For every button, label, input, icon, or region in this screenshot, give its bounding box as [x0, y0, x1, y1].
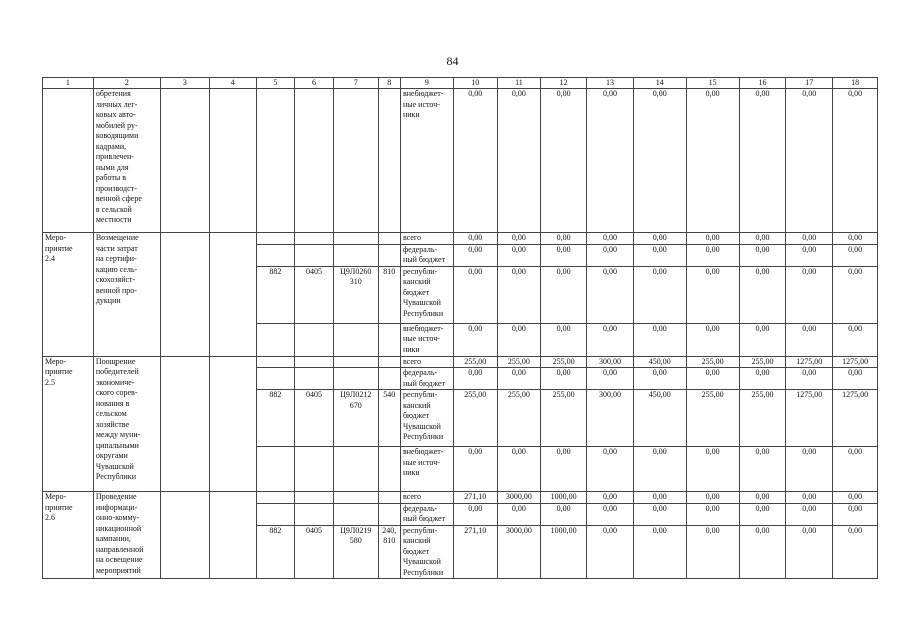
measure-label: Меро- приятие 2.6: [43, 492, 94, 579]
empty-cell: [378, 244, 400, 266]
funding-source: республи- канский бюджет Чувашской Республики: [400, 390, 453, 447]
table-row: [43, 492, 878, 504]
amount-value: 0,00: [633, 323, 686, 356]
funding-source: республи- канский бюджет Чувашской Республики: [400, 266, 453, 323]
amount-value: 255,00: [739, 356, 786, 368]
funding-source: федераль- ный бюджет: [400, 368, 453, 390]
amount-value: 0,00: [739, 525, 786, 579]
amount-value: 0,00: [833, 525, 878, 579]
amount-value: 0,00: [497, 447, 541, 492]
amount-value: 255,00: [453, 390, 497, 447]
amount-value: 0,00: [633, 525, 686, 579]
amount-value: 0,00: [497, 89, 541, 233]
empty-cell: [256, 503, 295, 525]
amount-value: 300,00: [587, 390, 634, 447]
empty-cell: [256, 492, 295, 504]
empty-cell: [256, 244, 295, 266]
amount-value: 0,00: [686, 266, 739, 323]
amount-value: 0,00: [633, 233, 686, 245]
amount-value: 0,00: [587, 503, 634, 525]
table-row: [43, 89, 878, 233]
measure-name: Возмещение части затрат на сертифи- кацию сель- скохозяйст- венной про- дукции: [93, 233, 160, 357]
amount-value: 0,00: [541, 266, 587, 323]
funding-source: республи- канский бюджет Чувашской Республики: [400, 525, 453, 579]
page-number: 84: [446, 54, 459, 68]
amount-value: 0,00: [786, 503, 833, 525]
amount-value: 255,00: [739, 390, 786, 447]
amount-value: 0,00: [453, 89, 497, 233]
measure-name: Проведение информаци- онно-комму- никационной кампании, направленной на освещение мероприятий: [93, 492, 160, 579]
amount-value: 255,00: [686, 356, 739, 368]
empty-cell: [333, 492, 378, 504]
amount-value: 0,00: [633, 89, 686, 233]
empty-cell: [295, 244, 334, 266]
amount-value: 0,00: [497, 323, 541, 356]
amount-value: 0,00: [786, 89, 833, 233]
column-number: 18: [833, 78, 878, 89]
amount-value: 0,00: [633, 244, 686, 266]
measure-name: обретения личных лег- ковых авто- мобилей ру- ководящими кадрами, привлечен- ными для работы в производст- венной сфере в сельской местности: [93, 89, 160, 233]
empty-cell: [378, 492, 400, 504]
section-code: 0405: [295, 390, 334, 447]
empty-cell: [256, 233, 295, 245]
column-number: 16: [739, 78, 786, 89]
empty-cell: [378, 447, 400, 492]
amount-value: 0,00: [786, 368, 833, 390]
table-row: [43, 233, 878, 245]
amount-value: 255,00: [497, 356, 541, 368]
amount-value: 0,00: [833, 368, 878, 390]
amount-value: 450,00: [633, 390, 686, 447]
column-number: 5: [256, 78, 295, 89]
amount-value: 0,00: [453, 447, 497, 492]
amount-value: 1275,00: [833, 356, 878, 368]
empty-cell: [378, 89, 400, 233]
amount-value: 0,00: [833, 447, 878, 492]
funding-source: внебюджет- ные источ- ники: [400, 89, 453, 233]
funding-source: всего: [400, 356, 453, 368]
empty-cell: [160, 89, 209, 233]
amount-value: 255,00: [497, 390, 541, 447]
amount-value: 0,00: [739, 503, 786, 525]
amount-value: 0,00: [786, 233, 833, 245]
amount-value: 0,00: [739, 89, 786, 233]
empty-cell: [333, 356, 378, 368]
amount-value: 0,00: [497, 244, 541, 266]
expense-type-code: 240, 810: [378, 525, 400, 579]
column-number: 17: [786, 78, 833, 89]
amount-value: 255,00: [453, 356, 497, 368]
column-number: 15: [686, 78, 739, 89]
amount-value: 1275,00: [833, 390, 878, 447]
amount-value: 255,00: [686, 390, 739, 447]
column-number: 6: [295, 78, 334, 89]
table-row: [43, 356, 878, 368]
amount-value: 0,00: [686, 244, 739, 266]
amount-value: 0,00: [587, 447, 634, 492]
amount-value: 0,00: [541, 89, 587, 233]
amount-value: 0,00: [497, 368, 541, 390]
amount-value: 0,00: [497, 266, 541, 323]
amount-value: 0,00: [633, 266, 686, 323]
amount-value: 0,00: [686, 233, 739, 245]
amount-value: 0,00: [739, 244, 786, 266]
amount-value: 450,00: [633, 356, 686, 368]
amount-value: 0,00: [686, 89, 739, 233]
amount-value: 1000,00: [541, 525, 587, 579]
amount-value: 0,00: [833, 503, 878, 525]
amount-value: 0,00: [833, 492, 878, 504]
amount-value: 0,00: [541, 503, 587, 525]
amount-value: 0,00: [633, 447, 686, 492]
empty-cell: [333, 503, 378, 525]
measure-name: Поощрение победителей экономиче- ского сорев- нования в сельском хозяйстве между муни- ципальными округами Чувашской Республики: [93, 356, 160, 492]
amount-value: 0,00: [453, 244, 497, 266]
amount-value: 0,00: [587, 266, 634, 323]
amount-value: 0,00: [686, 503, 739, 525]
amount-value: 3000,00: [497, 525, 541, 579]
funding-source: федераль- ный бюджет: [400, 244, 453, 266]
empty-cell: [209, 356, 256, 492]
empty-cell: [378, 368, 400, 390]
empty-cell: [378, 233, 400, 245]
budget-table: [42, 77, 878, 579]
target-article-code: Ц9Л0260 310: [333, 266, 378, 323]
amount-value: 0,00: [453, 368, 497, 390]
amount-value: 0,00: [633, 503, 686, 525]
amount-value: 0,00: [497, 233, 541, 245]
expense-type-code: 540: [378, 390, 400, 447]
empty-cell: [295, 447, 334, 492]
amount-value: 0,00: [541, 323, 587, 356]
amount-value: 0,00: [786, 492, 833, 504]
empty-cell: [333, 244, 378, 266]
empty-cell: [378, 323, 400, 356]
amount-value: 0,00: [833, 233, 878, 245]
empty-cell: [256, 368, 295, 390]
empty-cell: [209, 492, 256, 579]
amount-value: 271,10: [453, 525, 497, 579]
amount-value: 0,00: [633, 368, 686, 390]
amount-value: 0,00: [833, 323, 878, 356]
amount-value: 1275,00: [786, 356, 833, 368]
amount-value: 271,10: [453, 492, 497, 504]
empty-cell: [378, 356, 400, 368]
amount-value: 0,00: [453, 233, 497, 245]
amount-value: 0,00: [833, 244, 878, 266]
amount-value: 0,00: [587, 244, 634, 266]
empty-cell: [295, 233, 334, 245]
column-number: 10: [453, 78, 497, 89]
amount-value: 0,00: [739, 447, 786, 492]
empty-cell: [295, 503, 334, 525]
amount-value: 0,00: [786, 525, 833, 579]
empty-cell: [295, 323, 334, 356]
empty-cell: [256, 89, 295, 233]
funding-source: всего: [400, 492, 453, 504]
amount-value: 0,00: [453, 266, 497, 323]
amount-value: 0,00: [739, 368, 786, 390]
column-number: 14: [633, 78, 686, 89]
amount-value: 0,00: [587, 492, 634, 504]
amount-value: 255,00: [541, 390, 587, 447]
amount-value: 0,00: [786, 266, 833, 323]
grbs-code: 882: [256, 266, 295, 323]
empty-cell: [295, 368, 334, 390]
amount-value: 0,00: [686, 525, 739, 579]
empty-cell: [160, 356, 209, 492]
column-number: 1: [43, 78, 94, 89]
amount-value: 300,00: [587, 356, 634, 368]
empty-cell: [256, 323, 295, 356]
amount-value: 0,00: [633, 492, 686, 504]
empty-cell: [209, 233, 256, 357]
empty-cell: [295, 356, 334, 368]
empty-cell: [333, 323, 378, 356]
amount-value: 0,00: [786, 447, 833, 492]
column-number: 9: [400, 78, 453, 89]
amount-value: 1000,00: [541, 492, 587, 504]
grbs-code: 882: [256, 525, 295, 579]
column-number: 8: [378, 78, 400, 89]
amount-value: 0,00: [833, 89, 878, 233]
column-number: 3: [160, 78, 209, 89]
amount-value: 0,00: [739, 233, 786, 245]
empty-cell: [256, 447, 295, 492]
column-number: 7: [333, 78, 378, 89]
amount-value: 0,00: [686, 368, 739, 390]
amount-value: 0,00: [541, 244, 587, 266]
section-code: 0405: [295, 266, 334, 323]
column-number: 4: [209, 78, 256, 89]
amount-value: 0,00: [686, 447, 739, 492]
funding-source: всего: [400, 233, 453, 245]
target-article-code: Ц9Л0219 580: [333, 525, 378, 579]
column-number: 13: [587, 78, 634, 89]
empty-cell: [160, 492, 209, 579]
amount-value: 0,00: [541, 233, 587, 245]
empty-cell: [333, 89, 378, 233]
empty-cell: [333, 233, 378, 245]
target-article-code: Ц9Л0212 670: [333, 390, 378, 447]
empty-cell: [295, 89, 334, 233]
measure-label: Меро- приятие 2.4: [43, 233, 94, 357]
amount-value: 255,00: [541, 356, 587, 368]
empty-cell: [333, 368, 378, 390]
funding-source: внебюджет- ные источ- ники: [400, 323, 453, 356]
column-number: 12: [541, 78, 587, 89]
amount-value: 0,00: [786, 323, 833, 356]
amount-value: 0,00: [587, 233, 634, 245]
empty-cell: [43, 89, 94, 233]
column-number: 2: [93, 78, 160, 89]
section-code: 0405: [295, 525, 334, 579]
amount-value: 0,00: [686, 492, 739, 504]
empty-cell: [160, 233, 209, 357]
amount-value: 0,00: [541, 368, 587, 390]
amount-value: 3000,00: [497, 492, 541, 504]
empty-cell: [256, 356, 295, 368]
column-header-row: [43, 78, 878, 89]
amount-value: 0,00: [587, 89, 634, 233]
empty-cell: [378, 503, 400, 525]
amount-value: 0,00: [541, 447, 587, 492]
amount-value: 0,00: [833, 266, 878, 323]
measure-label: Меро- приятие 2.5: [43, 356, 94, 492]
amount-value: 0,00: [453, 503, 497, 525]
empty-cell: [333, 447, 378, 492]
amount-value: 0,00: [739, 492, 786, 504]
amount-value: 0,00: [686, 323, 739, 356]
grbs-code: 882: [256, 390, 295, 447]
amount-value: 0,00: [587, 368, 634, 390]
expense-type-code: 810: [378, 266, 400, 323]
amount-value: 0,00: [587, 323, 634, 356]
empty-cell: [209, 89, 256, 233]
amount-value: 1275,00: [786, 390, 833, 447]
amount-value: 0,00: [497, 503, 541, 525]
funding-source: федераль- ный бюджет: [400, 503, 453, 525]
funding-source: внебюджет- ные источ- ники: [400, 447, 453, 492]
amount-value: 0,00: [739, 323, 786, 356]
amount-value: 0,00: [587, 525, 634, 579]
amount-value: 0,00: [739, 266, 786, 323]
column-number: 11: [497, 78, 541, 89]
amount-value: 0,00: [453, 323, 497, 356]
empty-cell: [295, 492, 334, 504]
amount-value: 0,00: [786, 244, 833, 266]
